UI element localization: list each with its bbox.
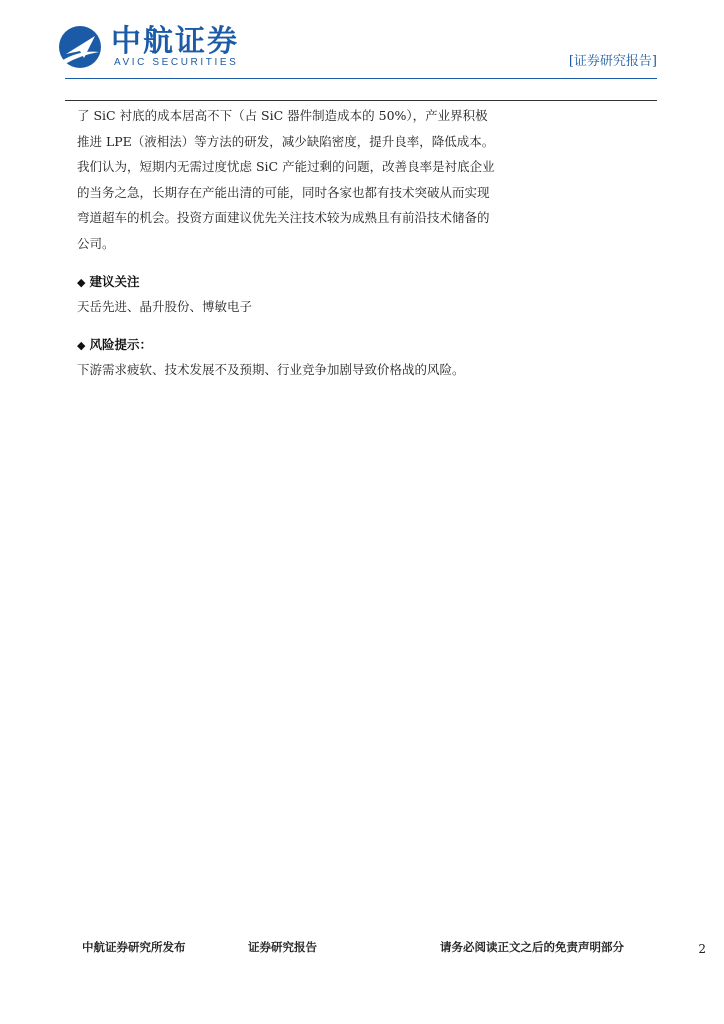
section-text-recommend: 天岳先进、晶升股份、博敏电子 [77,299,253,314]
section-text-risk: 下游需求疲软、技术发展不及预期、行业竞争加剧导致价格战的风险。 [77,362,465,377]
avic-plane-logo-icon [57,24,103,70]
footer-disclaimer-note: 请务必阅读正文之后的免责声明部分 [440,940,624,954]
logo-chinese-name: 中航证券 [111,24,239,59]
report-type-tag: [证券研究报告] [568,54,657,69]
content-divider [65,100,657,101]
body-paragraph [77,103,495,256]
header-divider [65,78,657,79]
diamond-bullet-icon: ◆ [77,276,86,289]
logo-english-name: AVIC SECURITIES [114,57,239,68]
paragraph-text: 了 SiC 衬底的成本居高不下（占 SiC 器件制造成本的 50%），产业界积极推进 LPE（液相法）等方法的研发，减少缺陷密度，提升良率，降低成本。我们认为，短期内无需过度忧虑 SiC 产能过剩的问题，改善良率是衬底企业的当务之急，长期存在产能出清的可能，同时各家也都有技术突破从而实现弯道超车的机会。投资方面建议优先关注技术较为成熟且有前沿技术储备的公司。 [77,108,495,251]
section-title-text: 建议关注 [89,274,140,289]
section-title-text: 风险提示： [89,337,152,352]
section-title-recommend [77,272,139,290]
footer-report-type: 证券研究报告 [248,940,317,954]
section-title-risk [77,335,152,353]
footer-publisher: 中航证券研究所发布 [82,940,186,954]
company-logo [57,24,257,74]
diamond-bullet-icon: ◆ [77,339,86,352]
page-number: 2 [698,942,706,956]
